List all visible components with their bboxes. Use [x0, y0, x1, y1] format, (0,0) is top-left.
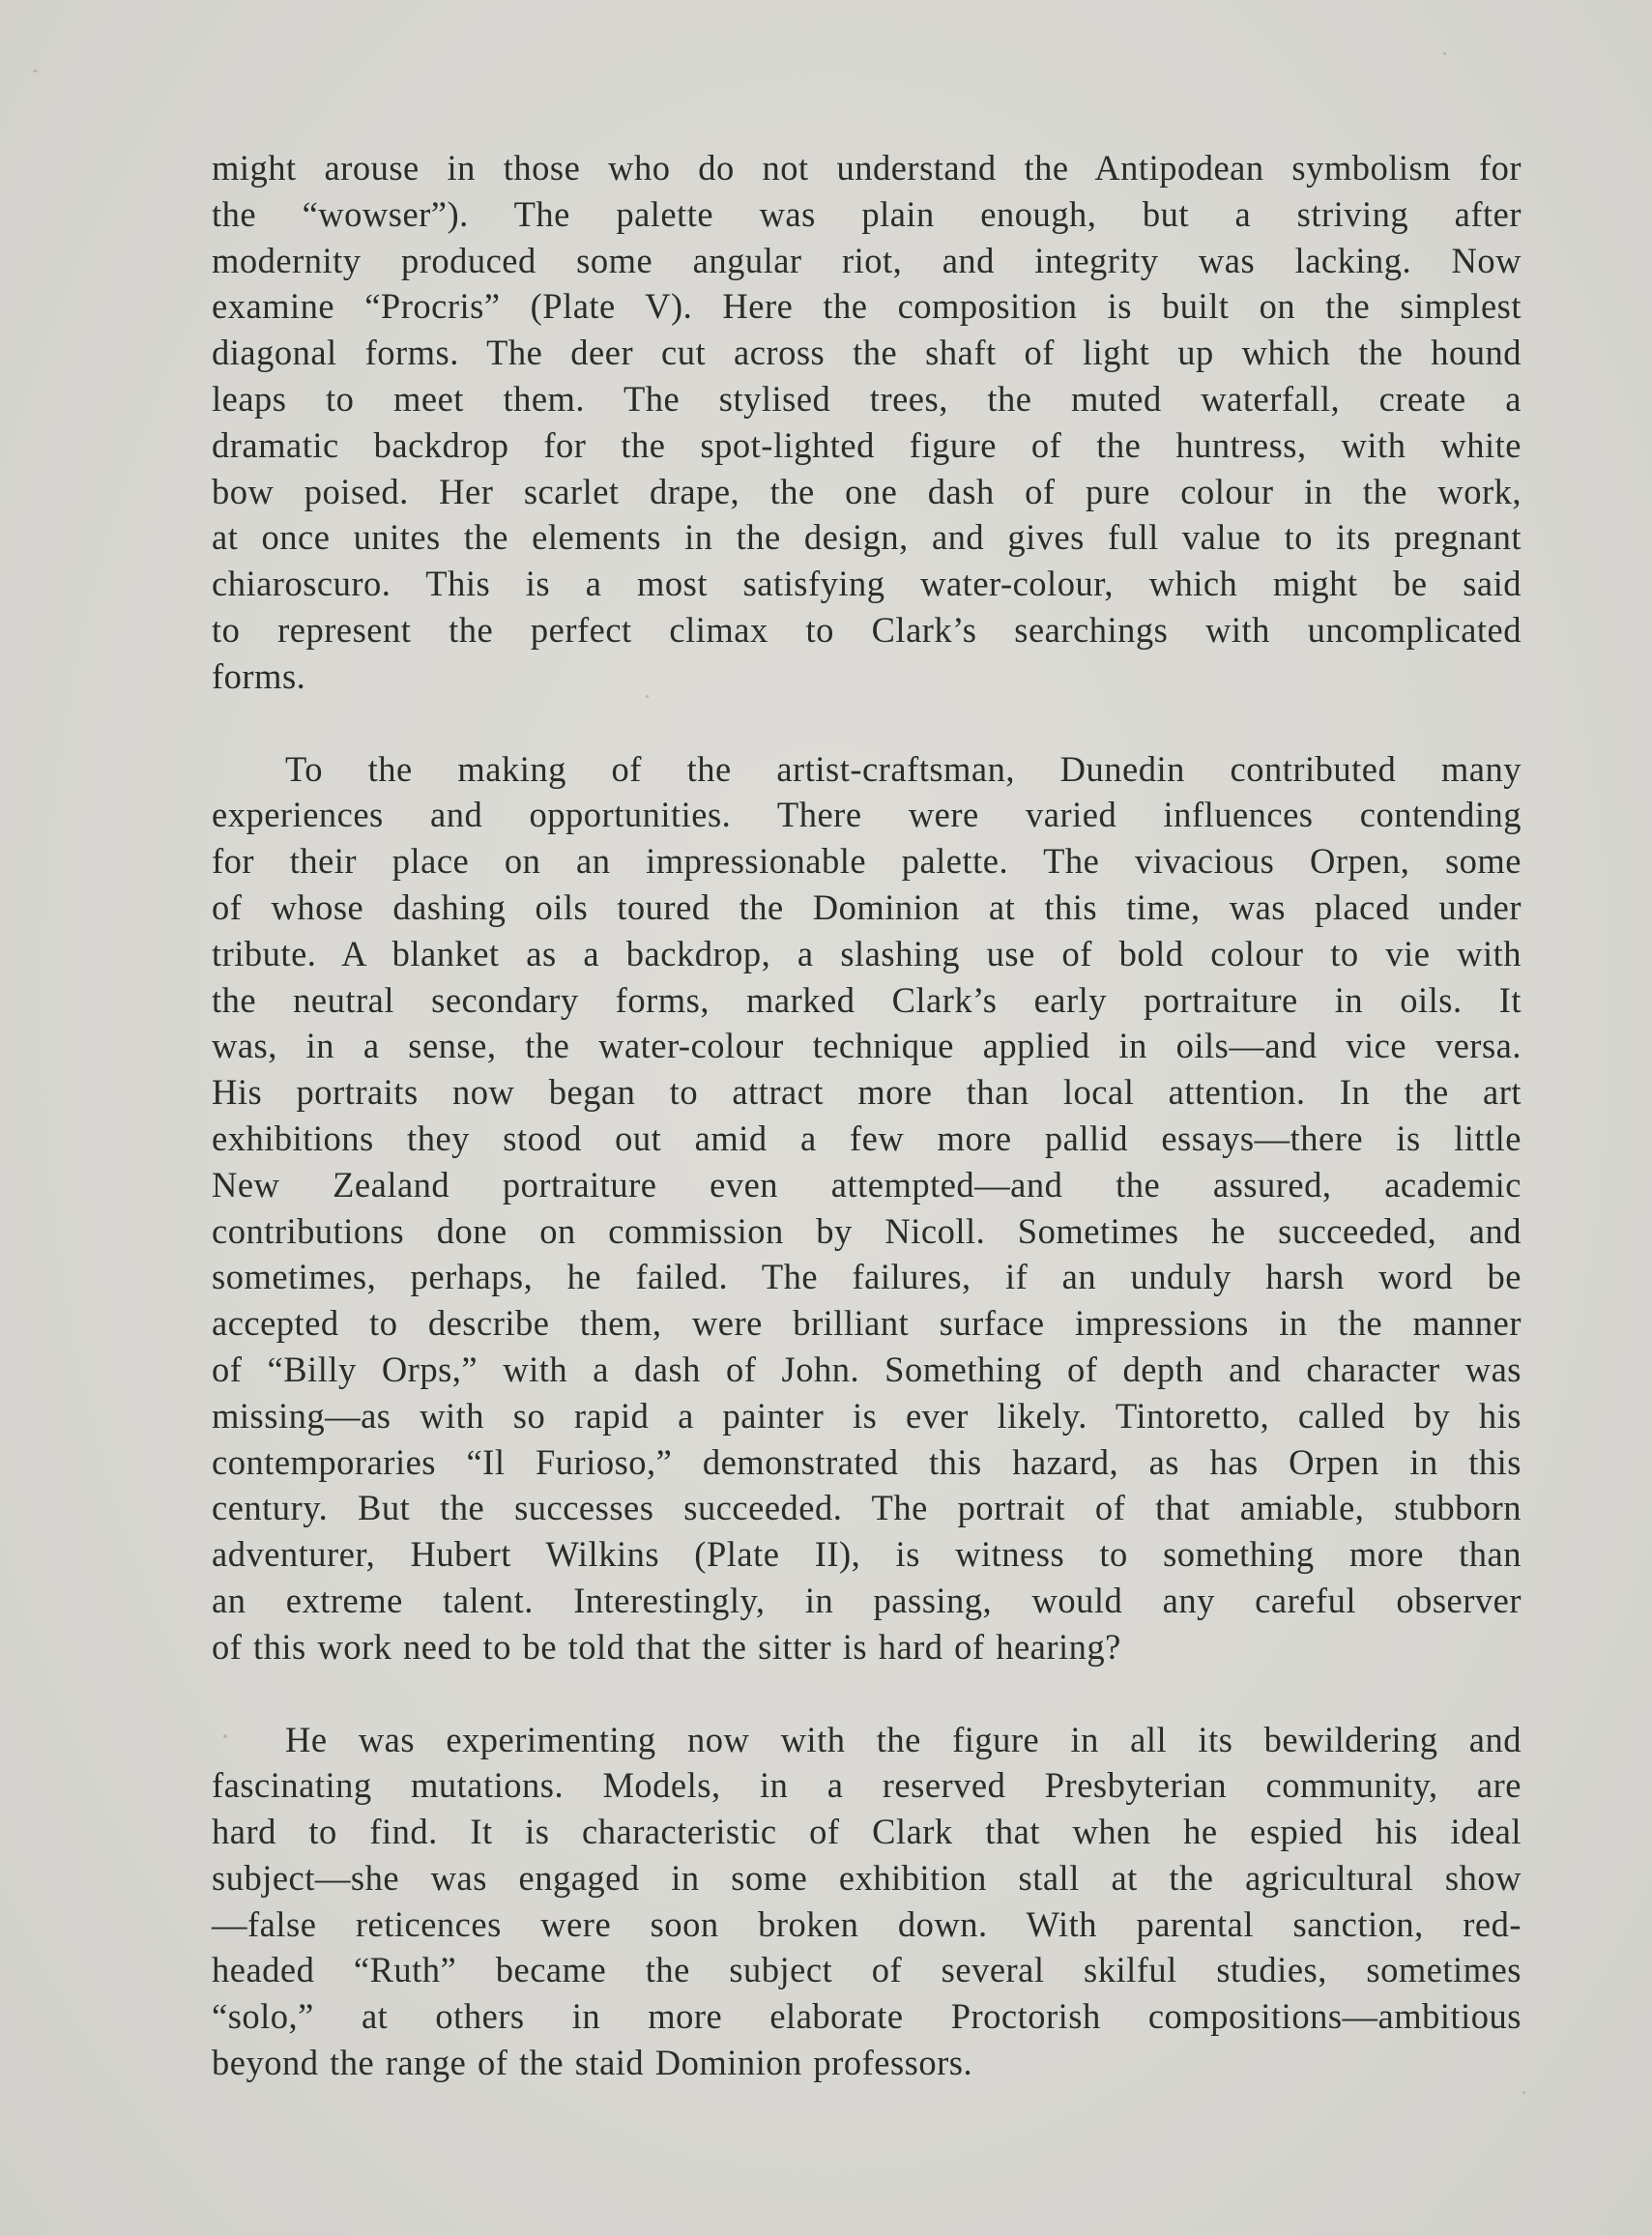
text-line: for their place on an impressionable palette. The vivacious Orpen, some: [212, 841, 1522, 882]
paragraph-2: [212, 746, 1522, 1670]
text-line: accepted to describe them, were brilliant surface impressions in the manner: [212, 1303, 1522, 1344]
text-line: examine “Procris” (Plate V). Here the composition is built on the simplest: [212, 286, 1522, 327]
paper-speck: [33, 70, 38, 73]
text-line: His portraits now began to attract more than local attention. In the art: [212, 1072, 1522, 1113]
body-text: [212, 145, 1522, 2086]
text-line: at once unites the elements in the design, and gives full value to its pregnant: [212, 517, 1522, 558]
text-line: tribute. A blanket as a backdrop, a slashing use of bold colour to vie with: [212, 933, 1522, 973]
text-line: of this work need to be told that the sitter is hard of hearing?: [212, 1626, 1121, 1667]
text-line: “solo,” at others in more elaborate Proctorish compositions—ambitious: [212, 1996, 1522, 2037]
text-line: exhibitions they stood out amid a few more pallid essays—there is little: [212, 1118, 1522, 1158]
text-line: beyond the range of the staid Dominion professors.: [212, 2043, 973, 2083]
paper-speck: [1443, 52, 1446, 55]
text-line: subject—she was engaged in some exhibition stall at the agricultural show: [212, 1857, 1522, 1898]
text-line: dramatic backdrop for the spot-lighted figure of the huntress, with white: [212, 424, 1522, 465]
text-line: the neutral secondary forms, marked Clark’s early portraiture in oils. It: [212, 979, 1522, 1020]
text-line: fascinating mutations. Models, in a reserved Presbyterian community, are: [212, 1765, 1522, 1806]
text-line: —false reticences were soon broken down. With parental sanction, red-: [212, 1903, 1522, 1944]
text-line: experiences and opportunities. There were varied influences contending: [212, 795, 1522, 835]
paper-speck: [1522, 2091, 1525, 2094]
text-line: might arouse in those who do not understand the Antipodean symbolism for: [212, 148, 1522, 188]
text-line: contributions done on commission by Nicoll. Sometimes he succeeded, and: [212, 1210, 1522, 1251]
text-line: New Zealand portraiture even attempted—and the assured, academic: [212, 1164, 1522, 1205]
text-line: headed “Ruth” became the subject of several skilful studies, sometimes: [212, 1950, 1522, 1990]
text-line: an extreme talent. Interestingly, in passing, would any careful observer: [212, 1580, 1522, 1620]
text-line: forms.: [212, 655, 306, 696]
text-line: adventurer, Hubert Wilkins (Plate II), is witness to something more than: [212, 1534, 1522, 1575]
text-line: was, in a sense, the water-colour technique applied in oils—and vice versa.: [212, 1026, 1522, 1066]
text-line: the “wowser”). The palette was plain enough, but a striving after: [212, 193, 1522, 234]
paragraph-1: [212, 145, 1522, 700]
text-line: hard to find. It is characteristic of Clark that when he espied his ideal: [212, 1812, 1522, 1852]
text-line: He was experimenting now with the figure in all its bewildering and: [285, 1719, 1522, 1759]
text-line: chiaroscuro. This is a most satisfying water-colour, which might be said: [212, 564, 1522, 604]
text-line: to represent the perfect climax to Clark’s searchings with uncomplicated: [212, 609, 1522, 650]
text-line: leaps to meet them. The stylised trees, the muted waterfall, create a: [212, 378, 1522, 419]
text-line: of whose dashing oils toured the Dominion at this time, was placed under: [212, 886, 1522, 927]
text-line: diagonal forms. The deer cut across the shaft of light up which the hound: [212, 333, 1522, 373]
paragraph-3: [212, 1717, 1522, 2086]
text-line: bow poised. Her scarlet drape, the one dash of pure colour in the work,: [212, 471, 1522, 511]
text-line: To the making of the artist-craftsman, Dunedin contributed many: [285, 748, 1522, 789]
text-line: missing—as with so rapid a painter is ever likely. Tintoretto, called by his: [212, 1395, 1522, 1436]
text-line: modernity produced some angular riot, and integrity was lacking. Now: [212, 240, 1522, 280]
text-line: of “Billy Orps,” with a dash of John. Something of depth and character was: [212, 1349, 1522, 1389]
text-line: contemporaries “Il Furioso,” demonstrated this hazard, as has Orpen in this: [212, 1441, 1522, 1482]
text-line: century. But the successes succeeded. The portrait of that amiable, stubborn: [212, 1488, 1522, 1528]
text-line: sometimes, perhaps, he failed. The failures, if an unduly harsh word be: [212, 1257, 1522, 1297]
